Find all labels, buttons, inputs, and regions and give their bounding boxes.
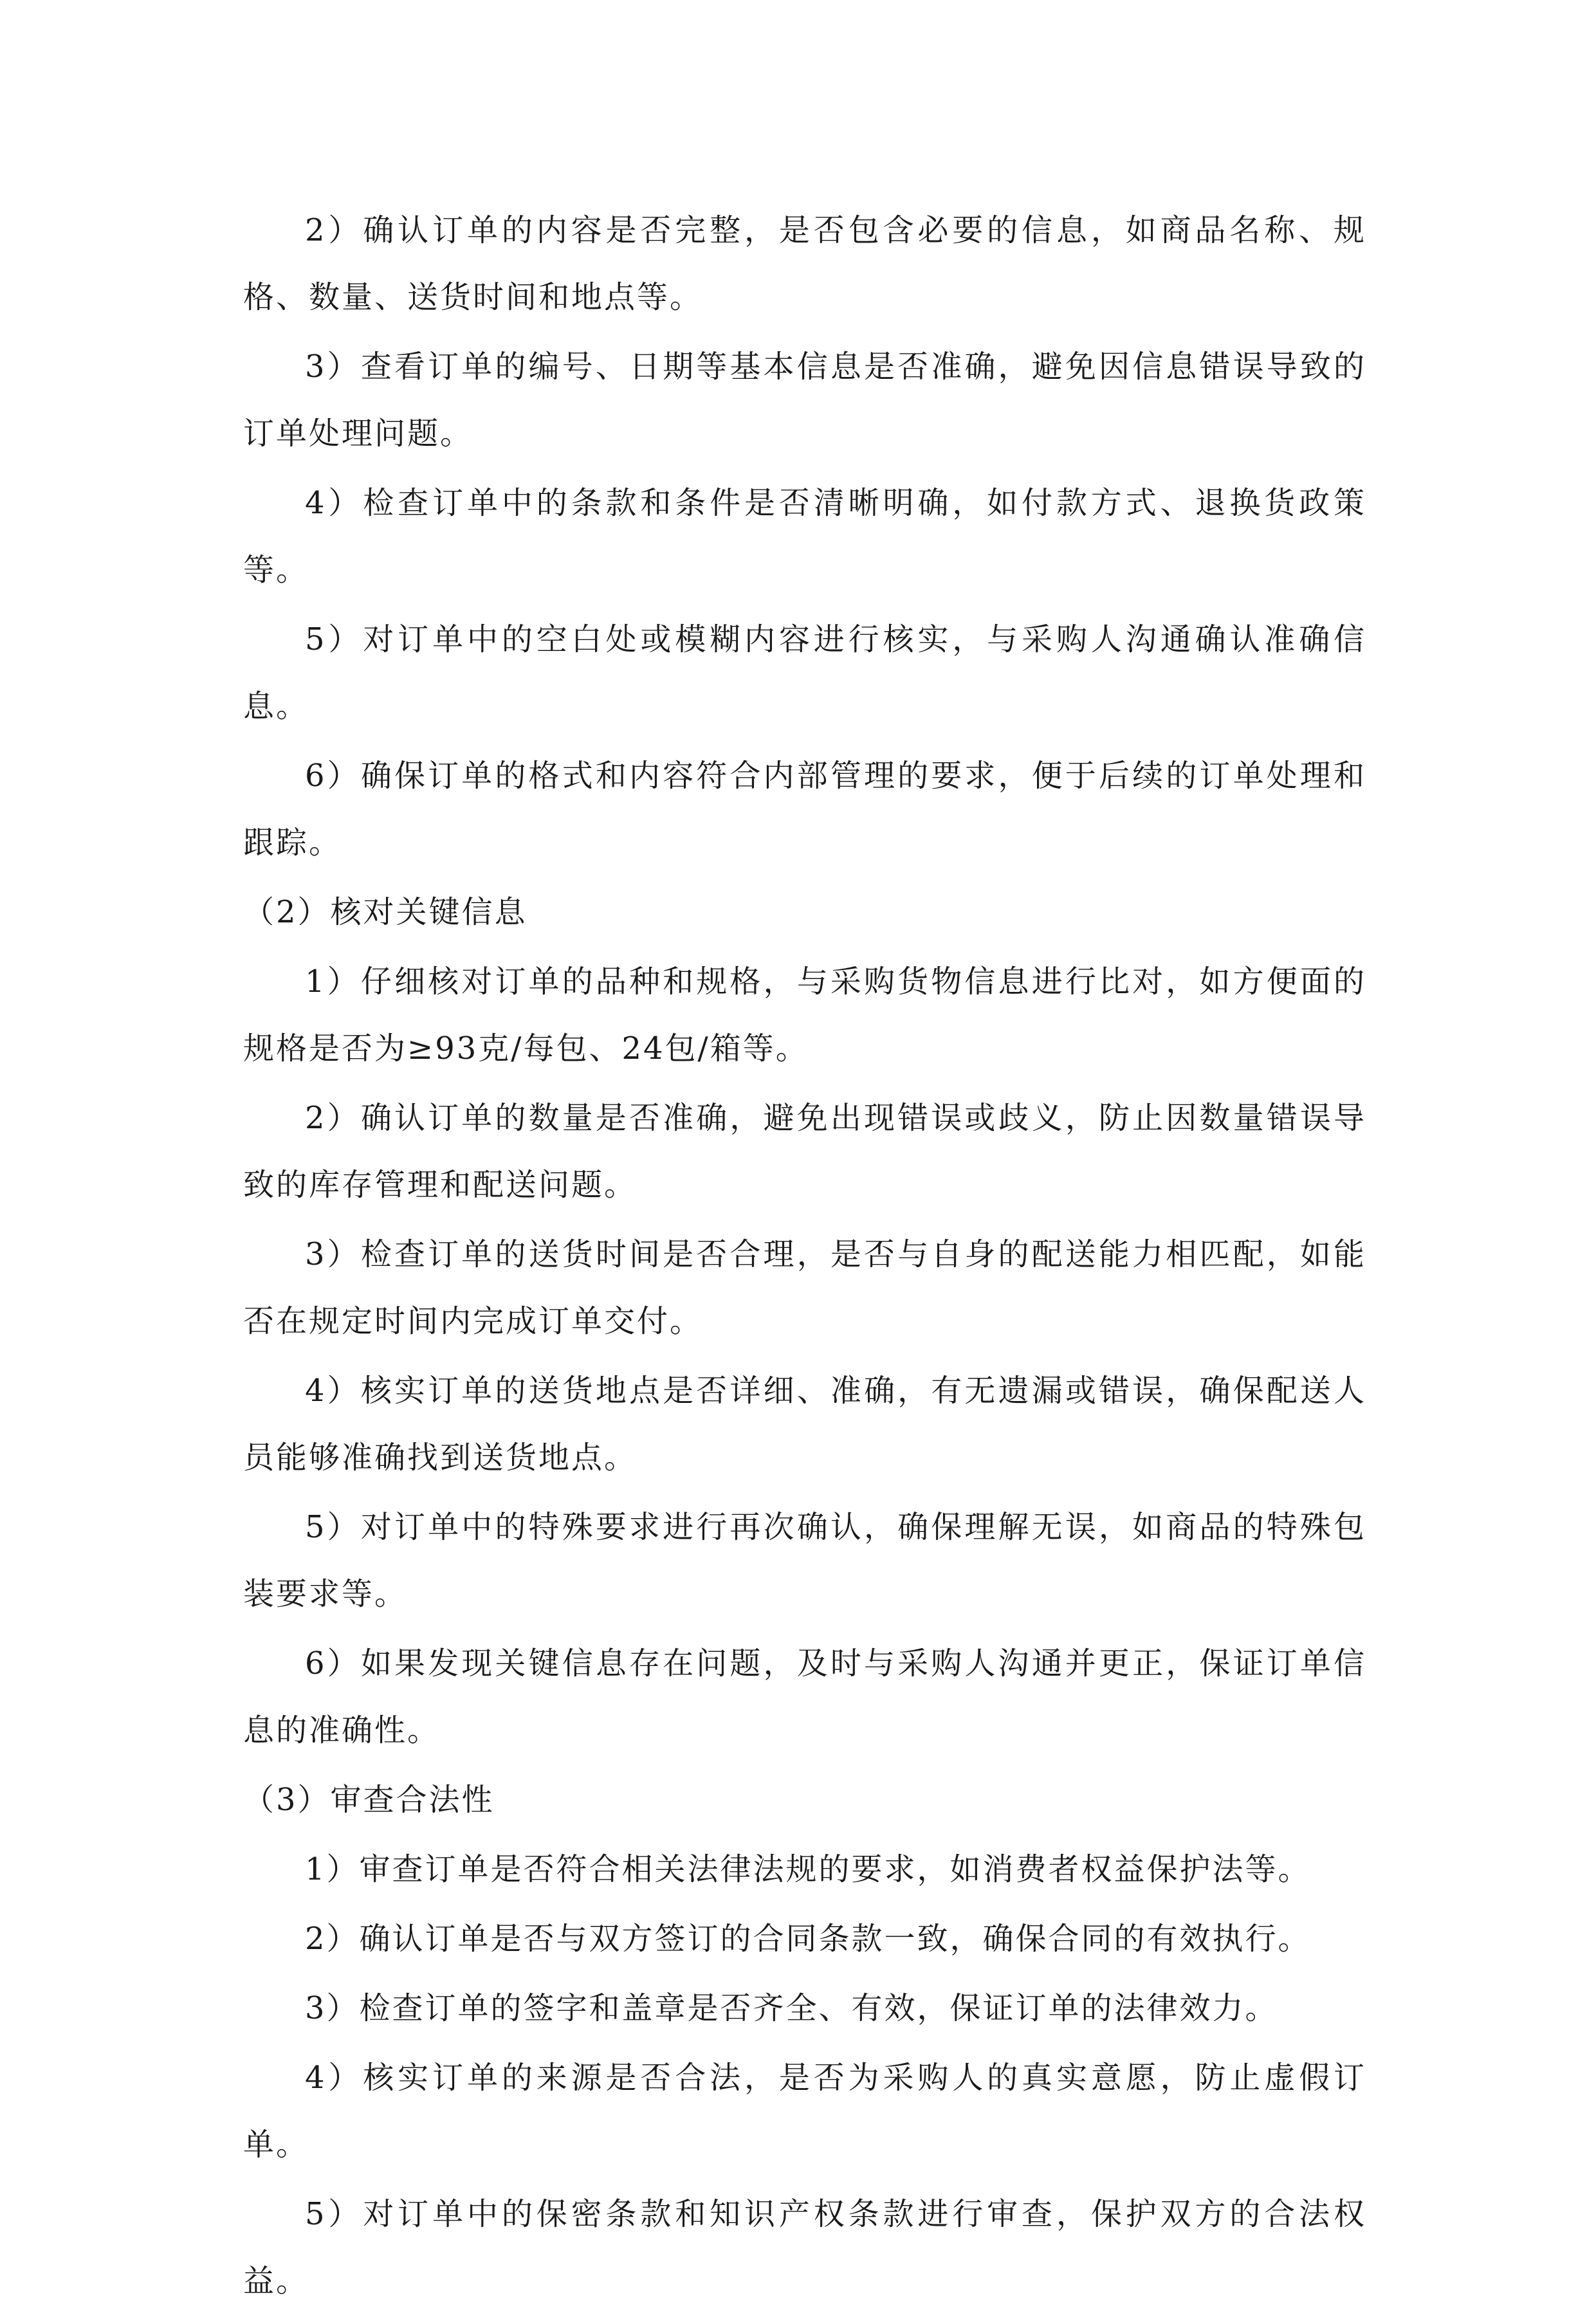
paragraph-1-6: 6）确保订单的格式和内容符合内部管理的要求，便于后续的订单处理和跟踪。 <box>243 758 1366 861</box>
paragraph-1-3: 3）查看订单的编号、日期等基本信息是否准确，避免因信息错误导致的订单处理问题。 <box>243 349 1366 452</box>
paragraph-3-5: 5）对订单中的保密条款和知识产权条款进行审查，保护双方的合法权益。 <box>243 2196 1366 2299</box>
paragraph-3-4: 4）核实订单的来源是否合法，是否为采购人的真实意愿，防止虚假订单。 <box>243 2060 1366 2163</box>
paragraph-2-3: 3）检查订单的送货时间是否合理，是否与自身的配送能力相匹配，如能否在规定时间内完成订单交付。 <box>243 1236 1366 1339</box>
paragraph-3-3: 3）检查订单的签字和盖章是否齐全、有效，保证订单的法律效力。 <box>305 1990 1278 2026</box>
document-body <box>243 197 1366 2317</box>
paragraph-3-2: 2）确认订单是否与双方签订的合同条款一致，确保合同的有效执行。 <box>305 1921 1311 1957</box>
paragraph-1-5: 5）对订单中的空白处或模糊内容进行核实，与采购人沟通确认准确信息。 <box>243 621 1366 724</box>
section-heading-2: （2）核对关键信息 <box>243 894 527 930</box>
paragraph-2-2: 2）确认订单的数量是否准确，避免出现错误或歧义，防止因数量错误导致的库存管理和配送问题。 <box>243 1100 1366 1203</box>
paragraph-3-1: 1）审查订单是否符合相关法律法规的要求，如消费者权益保护法等。 <box>305 1851 1311 1887</box>
paragraph-2-1: 1）仔细核对订单的品种和规格，与采购货物信息进行比对，如方便面的规格是否为≥93克/每包、24包/箱等。 <box>243 964 1366 1067</box>
section-heading-3: （3）审查合法性 <box>243 1782 495 1818</box>
paragraph-2-4: 4）核实订单的送货地点是否详细、准确，有无遗漏或错误，确保配送人员能够准确找到送货地点。 <box>243 1373 1366 1476</box>
paragraph-2-6: 6）如果发现关键信息存在问题，及时与采购人沟通并更正，保证订单信息的准确性。 <box>243 1645 1366 1748</box>
paragraph-1-2: 2）确认订单的内容是否完整，是否包含必要的信息，如商品名称、规格、数量、送货时间和地点等。 <box>243 212 1366 315</box>
paragraph-2-5: 5）对订单中的特殊要求进行再次确认，确保理解无误，如商品的特殊包装要求等。 <box>243 1509 1366 1612</box>
paragraph-1-4: 4）检查订单中的条款和条件是否清晰明确，如付款方式、退换货政策等。 <box>243 485 1366 588</box>
